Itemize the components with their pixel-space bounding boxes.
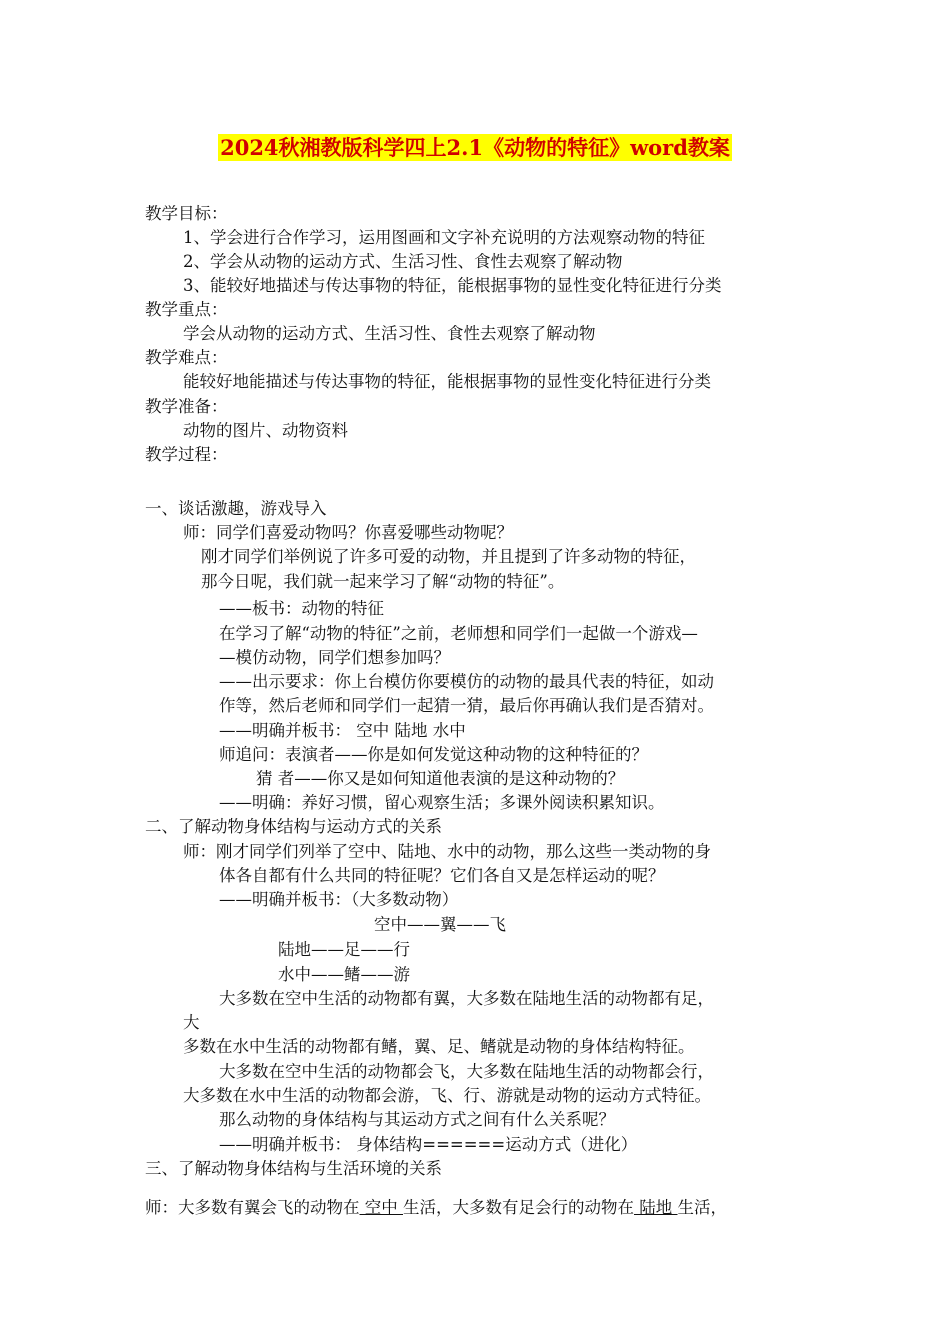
text-line: 空中——翼——飞 [374,915,506,934]
text-line: 师：同学们喜爱动物吗？你喜爱哪些动物呢？ [183,523,513,542]
text-line: 学会从动物的运动方式、生活习性、食性去观察了解动物 [183,324,596,343]
text-line: ——出示要求：你上台模仿你要模仿的动物的最具代表的特征，如动 [219,672,714,691]
text-line: ——板书：动物的特征 [219,599,384,618]
text-line-last [145,1196,727,1220]
last-line-part3: 生活， [677,1198,727,1217]
text-line: 1、学会进行合作学习，运用图画和文字补充说明的方法观察动物的特征 [183,228,705,247]
text-line: 刚才同学们举例说了许多可爱的动物，并且提到了许多动物的特征， [201,547,696,566]
text-line: 陆地——足——行 [278,940,410,959]
text-line: ——明确并板书： 身体结构======运动方式（进化） [219,1135,638,1154]
text-line: 3、能较好地描述与传达事物的特征，能根据事物的显性变化特征进行分类 [183,276,722,295]
text-line: 在学习了解“动物的特征”之前，老师想和同学们一起做一个游戏— [219,624,698,643]
blank-ludi: 陆地 [634,1198,678,1217]
text-line: 二、了解动物身体结构与运动方式的关系 [145,817,442,836]
text-line: 那今日呢，我们就一起来学习了解“动物的特征”。 [201,572,565,591]
text-line: 大多数在空中生活的动物都会飞，大多数在陆地生活的动物都会行， [219,1062,714,1081]
document-title-wrap [0,134,950,161]
text-line: 体各自都有什么共同的特征呢？它们各自又是怎样运动的呢？ [219,866,665,885]
last-line-part1: 师：大多数有翼会飞的动物在 [145,1198,360,1217]
text-line: 水中——鳍——游 [278,965,410,984]
text-line: 大多数在空中生活的动物都有翼，大多数在陆地生活的动物都有足， [219,989,714,1008]
document-title: 2024秋湘教版科学四上2.1《动物的特征》word教案 [220,135,730,160]
text-line: 2、学会从动物的运动方式、生活习性、食性去观察了解动物 [183,252,623,271]
text-line: ——明确并板书：（大多数动物） [219,890,459,909]
text-line: 教学目标： [145,204,228,223]
text-line: 动物的图片、动物资料 [183,421,348,440]
text-line: ——明确并板书： 空中 陆地 水中 [219,721,466,740]
text-line: 一、谈话激趣，游戏导入 [145,499,327,518]
text-line: 那么动物的身体结构与其运动方式之间有什么关系呢？ [219,1110,615,1129]
text-line: 多数在水中生活的动物都有鳍，翼、足、鳍就是动物的身体结构特征。 [183,1037,695,1056]
text-line: —模仿动物，同学们想参加吗？ [219,648,450,667]
last-line-part2: 生活，大多数有足会行的动物在 [403,1198,634,1217]
text-line: 教学难点： [145,348,228,367]
text-line: 能较好地能描述与传达事物的特征，能根据事物的显性变化特征进行分类 [183,372,711,391]
text-line: 师追问：表演者——你是如何发觉这种动物的这种特征的？ [219,745,648,764]
text-line: 大 [183,1013,200,1032]
text-line: 三、了解动物身体结构与生活环境的关系 [145,1159,442,1178]
text-line: 教学重点： [145,300,228,319]
text-line: 猜 者——你又是如何知道他表演的是这种动物的？ [256,769,625,788]
text-line: 师：刚才同学们列举了空中、陆地、水中的动物，那么这些一类动物的身 [183,842,711,861]
text-line: 大多数在水中生活的动物都会游，飞、行、游就是动物的运动方式特征。 [183,1086,711,1105]
blank-kongzhong: 空中 [359,1198,403,1217]
text-line: 教学过程： [145,445,228,464]
text-line: 作等，然后老师和同学们一起猜一猜，最后你再确认我们是否猜对。 [219,696,714,715]
text-line: ——明确：养好习惯，留心观察生活；多课外阅读积累知识。 [219,793,665,812]
text-line: 教学准备： [145,397,228,416]
